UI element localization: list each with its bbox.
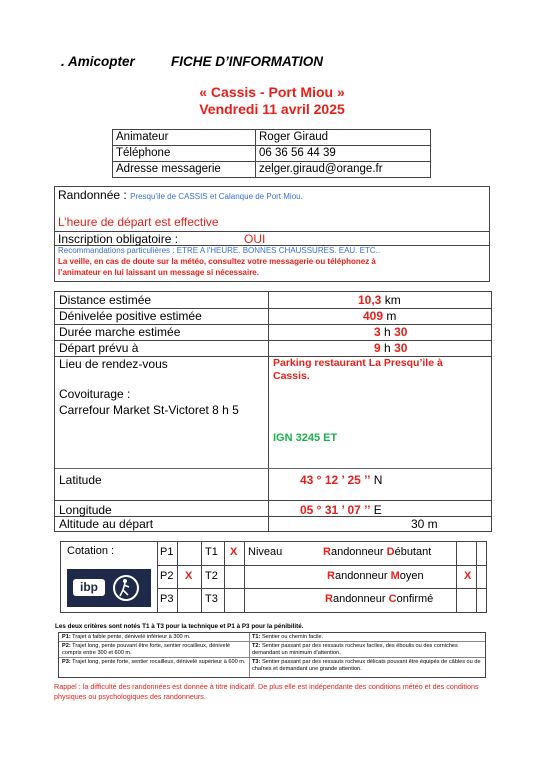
email-value: zelger.giraud@orange.fr xyxy=(256,162,431,178)
p2-mark: X xyxy=(185,570,193,582)
recommendations: Recommandations particulières : ETRE A l'HEURE. BONNES CHAUSSURES. EAU. ETC.. xyxy=(58,246,381,255)
criteria-table xyxy=(58,632,486,678)
rating-table xyxy=(60,541,487,613)
table-row xyxy=(113,162,431,178)
weather-note-line2: l’animateur en lui laissant un message si nécessaire. xyxy=(58,268,259,277)
criteria-title: Les deux critères sont notés T1 à T3 pour la technique et P1 à P3 pour la pénibilité. xyxy=(55,623,304,630)
document-header xyxy=(61,54,323,69)
email-label: Adresse messagerie xyxy=(113,162,256,178)
t2-label: T2 xyxy=(205,570,218,582)
carpool-value: Carrefour Market St-Victoret 8 h 5 xyxy=(59,403,239,417)
hike-date: Vendredi 11 avril 2025 xyxy=(199,101,345,117)
phone-label: Téléphone xyxy=(113,146,256,162)
level-label: Niveau xyxy=(248,546,283,558)
animator-label: Animateur xyxy=(113,130,256,146)
duration-label: Durée marche estimée xyxy=(59,325,181,339)
latitude-label: Latitude xyxy=(59,473,102,487)
p3-label: P3 xyxy=(160,593,174,605)
registration-label: Inscription obligatoire : xyxy=(58,232,179,246)
t1-mark: X xyxy=(230,546,238,558)
hike-title xyxy=(0,84,544,118)
level-intermediate: Randonneur Moyen xyxy=(327,570,424,582)
altitude-value: 30 m xyxy=(411,517,438,531)
weather-note-line1: La veille, en cas de doute sur la météo, consultez votre messagerie ou téléphonez à xyxy=(58,257,376,266)
longitude-label: Longitude xyxy=(59,503,112,517)
document-title: FICHE D’INFORMATION xyxy=(171,54,323,69)
registration-line xyxy=(58,232,266,246)
meeting-place-label: Lieu de rendez-vous xyxy=(59,357,168,371)
ibp-logo xyxy=(67,569,151,607)
criteria-p1: P1: Trajet à faible pente, dénivelé inférieur à 300 m. xyxy=(62,634,191,640)
route-label: Randonnée : xyxy=(58,188,127,202)
duration-value: 3 h 30 xyxy=(374,325,408,339)
hike-name: « Cassis - Port Miou » xyxy=(199,84,345,100)
departure-value: 9 h 30 xyxy=(374,341,408,355)
elevation-label: Dénivelée positive estimée xyxy=(59,309,202,323)
elevation-value: 409 m xyxy=(363,309,397,323)
hike-info-box xyxy=(54,186,490,282)
route-value: Presqu'ile de CASSIS et Calanque de Port Miou. xyxy=(130,192,303,201)
phone-value: 06 36 56 44 39 xyxy=(256,146,431,162)
disclaimer-note: Rappel : la difficulté des randonnées est donnée à titre indicatif. De plus elle est indépendante des conditions météo et des conditions physiques ou psychologiques des randonneurs. xyxy=(54,682,479,701)
map-reference: IGN 3245 ET xyxy=(273,432,338,444)
hike-details-table xyxy=(54,291,492,532)
meeting-place-value: Parking restaurant La Presqu’ile à Cassis. xyxy=(273,357,443,382)
departure-label: Départ prévu à xyxy=(59,341,139,355)
animator-value: Roger Giraud xyxy=(256,130,431,146)
hiker-icon xyxy=(111,573,141,603)
distance-label: Distance estimée xyxy=(59,293,152,307)
hike-route-line xyxy=(58,188,303,202)
t3-label: T3 xyxy=(205,593,218,605)
distance-value: 10,3 km xyxy=(358,293,401,307)
t1-label: T1 xyxy=(205,546,218,558)
registration-value: OUI xyxy=(244,232,266,246)
latitude-value: 43 ° 12 ’ 25 ’’ N xyxy=(300,473,383,487)
criteria-p2: P2: Trajet long, pente pouvant être forte, sentier rocailleux, dénivelé compris entre 300 et 600 m. xyxy=(62,643,230,656)
criteria-p3: P3: Trajet long, pente forte, sentier rocailleux, dénivelé supérieur à 600 m. xyxy=(62,659,246,665)
level-confirmed: Randonneur Confirmé xyxy=(325,593,434,605)
level-mark: X xyxy=(464,570,472,582)
table-row xyxy=(113,130,431,146)
rating-label: Cotation : xyxy=(67,545,115,557)
ibp-logo-text: ibp xyxy=(73,579,105,596)
p2-label: P2 xyxy=(160,570,174,582)
level-beginner: Randonneur Débutant xyxy=(323,546,432,558)
longitude-value: 05 ° 31 ’ 07 ’’ E xyxy=(300,503,382,517)
departure-note: L’heure de départ est effective xyxy=(58,215,219,229)
criteria-t1: T1: Sentier ou chemin facile. xyxy=(252,634,324,640)
table-row xyxy=(113,146,431,162)
criteria-t2: T2: Sentier passant par des ressauts rocheux faciles, des éboulis ou des corniches demandant un minimum d'attention. xyxy=(252,643,458,656)
carpool-label: Covoiturage : xyxy=(59,387,131,401)
altitude-label: Altitude au départ xyxy=(59,517,154,531)
p1-label: P1 xyxy=(160,546,174,558)
club-name: . Amicopter xyxy=(61,54,135,69)
criteria-t3: T3: Sentier passant par des ressauts rocheux délicats pouvant être équipés de câbles ou de chaînes et demandant une grande attention. xyxy=(252,659,481,672)
animator-table xyxy=(112,129,431,178)
